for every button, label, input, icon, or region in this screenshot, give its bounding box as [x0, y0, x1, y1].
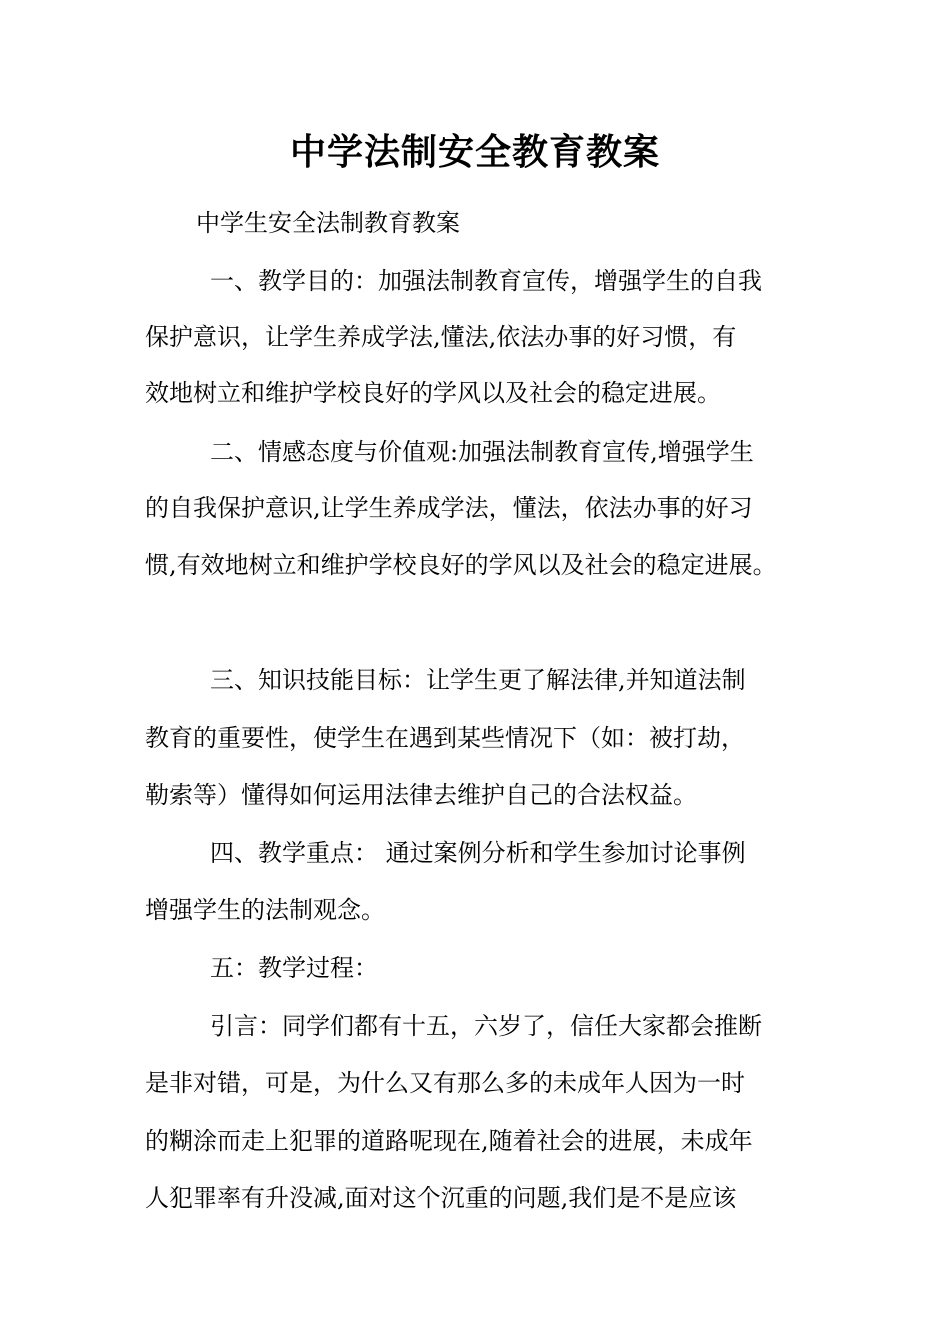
paragraph-line: 惯,有效地树立和维护学校良好的学风以及社会的稳定进展。 — [145, 551, 777, 579]
paragraph-line: 教育的重要性，使学生在遇到某些情况下（如：被打劫， — [145, 724, 745, 752]
paragraph-line: 人犯罪率有升没减,面对这个沉重的问题,我们是不是应该 — [145, 1184, 737, 1212]
paragraph-line: 保护意识，让学生养成学法,懂法,依法办事的好习惯，有 — [145, 323, 737, 351]
document-title: 中学法制安全教育教案 — [289, 131, 660, 173]
paragraph-line: 增强学生的法制观念。 — [145, 896, 385, 924]
paragraph-line: 五：教学过程： — [210, 954, 378, 982]
paragraph-line: 勒索等）懂得如何运用法律去维护自己的合法权益。 — [145, 781, 697, 809]
paragraph-line: 效地树立和维护学校良好的学风以及社会的稳定进展。 — [145, 379, 721, 407]
paragraph-line: 的自我保护意识,让学生养成学法，懂法，依法办事的好习 — [145, 494, 753, 522]
paragraph-line: 一、教学目的：加强法制教育宣传，增强学生的自我 — [210, 267, 762, 295]
paragraph-line: 三、知识技能目标：让学生更了解法律,并知道法制 — [210, 666, 746, 694]
document-subtitle: 中学生安全法制教育教案 — [196, 209, 460, 237]
paragraph-line: 四、教学重点： 通过案例分析和学生参加讨论事例 — [210, 839, 746, 867]
paragraph-line: 是非对错，可是，为什么又有那么多的未成年人因为一时 — [145, 1069, 745, 1097]
paragraph-line: 的糊涂而走上犯罪的道路呢现在,随着社会的进展，未成年 — [145, 1127, 753, 1155]
paragraph-line: 引言：同学们都有十五，六岁了，信任大家都会推断 — [210, 1012, 762, 1040]
paragraph-line: 二、情感态度与价值观:加强法制教育宣传,增强学生 — [210, 438, 754, 466]
